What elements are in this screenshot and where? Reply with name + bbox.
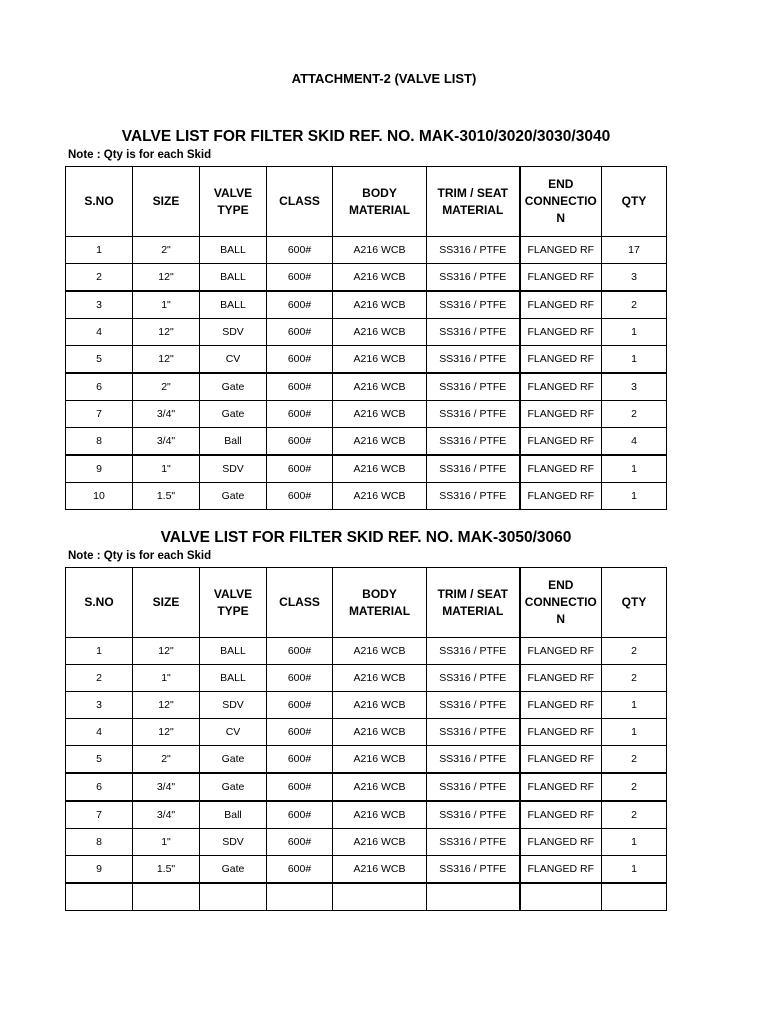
cell-sno: 3 — [66, 692, 133, 719]
cell-end-connection: FLANGED RF — [520, 428, 602, 456]
cell-trim-seat-material: SS316 / PTFE — [427, 801, 520, 829]
cell-sno: 6 — [66, 773, 133, 801]
table-row — [66, 319, 667, 346]
cell-size — [133, 883, 200, 911]
cell-end-connection: FLANGED RF — [520, 455, 602, 483]
cell-end-connection: FLANGED RF — [520, 638, 602, 665]
cell-sno: 7 — [66, 801, 133, 829]
table-2-title: VALVE LIST FOR FILTER SKID REF. NO. MAK-3050/3060 — [160, 529, 572, 546]
cell-trim-seat-material: SS316 / PTFE — [427, 746, 520, 774]
cell-valve-type: Gate — [200, 746, 267, 774]
cell-class: 600# — [267, 291, 333, 319]
table-row — [66, 883, 667, 911]
cell-class: 600# — [267, 719, 333, 746]
cell-body-material: A216 WCB — [333, 401, 427, 428]
col-header-class: CLASS — [267, 167, 333, 237]
cell-size: 1" — [133, 455, 200, 483]
cell-trim-seat-material: SS316 / PTFE — [427, 856, 520, 884]
cell-sno — [66, 883, 133, 911]
cell-sno: 8 — [66, 428, 133, 456]
attachment-title: ATTACHMENT-2 (VALVE LIST) — [291, 71, 477, 86]
cell-body-material: A216 WCB — [333, 455, 427, 483]
cell-qty: 1 — [602, 483, 667, 510]
table-row — [66, 291, 667, 319]
table-row — [66, 665, 667, 692]
cell-qty — [602, 883, 667, 911]
table-row — [66, 428, 667, 456]
cell-size: 12" — [133, 346, 200, 374]
cell-valve-type: BALL — [200, 638, 267, 665]
cell-body-material: A216 WCB — [333, 856, 427, 884]
cell-class: 600# — [267, 319, 333, 346]
cell-valve-type: SDV — [200, 319, 267, 346]
cell-class: 600# — [267, 638, 333, 665]
table-row — [66, 455, 667, 483]
cell-class: 600# — [267, 346, 333, 374]
cell-qty: 2 — [602, 746, 667, 774]
cell-body-material — [333, 883, 427, 911]
col-header-body-material: BODY MATERIAL — [333, 568, 427, 638]
table-row — [66, 829, 667, 856]
cell-trim-seat-material: SS316 / PTFE — [427, 638, 520, 665]
table-row — [66, 237, 667, 264]
col-header-valve-type: VALVE TYPE — [200, 167, 267, 237]
cell-class: 600# — [267, 665, 333, 692]
cell-qty: 3 — [602, 264, 667, 292]
cell-size: 3/4" — [133, 401, 200, 428]
col-header-trim-seat-material: TRIM / SEAT MATERIAL — [427, 568, 520, 638]
cell-valve-type: Ball — [200, 801, 267, 829]
cell-end-connection: FLANGED RF — [520, 237, 602, 264]
cell-qty: 1 — [602, 829, 667, 856]
cell-sno: 6 — [66, 373, 133, 401]
cell-sno: 9 — [66, 455, 133, 483]
cell-size: 12" — [133, 264, 200, 292]
col-header-sno: S.NO — [66, 568, 133, 638]
cell-size: 1.5" — [133, 856, 200, 884]
cell-qty: 2 — [602, 291, 667, 319]
cell-valve-type: SDV — [200, 692, 267, 719]
cell-trim-seat-material: SS316 / PTFE — [427, 291, 520, 319]
table-header-row — [66, 568, 667, 638]
cell-qty: 2 — [602, 665, 667, 692]
cell-end-connection: FLANGED RF — [520, 346, 602, 374]
table-row — [66, 801, 667, 829]
cell-end-connection: FLANGED RF — [520, 856, 602, 884]
cell-size: 1" — [133, 291, 200, 319]
cell-qty: 4 — [602, 428, 667, 456]
cell-size: 12" — [133, 719, 200, 746]
cell-sno: 5 — [66, 746, 133, 774]
table-row — [66, 373, 667, 401]
col-header-valve-type: VALVE TYPE — [200, 568, 267, 638]
cell-qty: 17 — [602, 237, 667, 264]
table-1-title: VALVE LIST FOR FILTER SKID REF. NO. MAK-3010/3020/3030/3040 — [121, 128, 611, 145]
cell-body-material: A216 WCB — [333, 773, 427, 801]
table-row — [66, 401, 667, 428]
table-row — [66, 856, 667, 884]
cell-trim-seat-material: SS316 / PTFE — [427, 665, 520, 692]
cell-body-material: A216 WCB — [333, 746, 427, 774]
cell-class: 600# — [267, 401, 333, 428]
col-header-class: CLASS — [267, 568, 333, 638]
cell-sno: 2 — [66, 665, 133, 692]
cell-sno: 5 — [66, 346, 133, 374]
cell-valve-type: BALL — [200, 264, 267, 292]
cell-sno: 1 — [66, 638, 133, 665]
col-header-end-connection: END CONNECTIO N — [520, 167, 602, 237]
cell-trim-seat-material: SS316 / PTFE — [427, 264, 520, 292]
cell-end-connection: FLANGED RF — [520, 719, 602, 746]
cell-valve-type: SDV — [200, 829, 267, 856]
cell-size: 2" — [133, 746, 200, 774]
cell-body-material: A216 WCB — [333, 719, 427, 746]
cell-end-connection: FLANGED RF — [520, 373, 602, 401]
table-row — [66, 638, 667, 665]
table-row — [66, 692, 667, 719]
cell-valve-type: Gate — [200, 401, 267, 428]
cell-trim-seat-material: SS316 / PTFE — [427, 719, 520, 746]
cell-qty: 1 — [602, 719, 667, 746]
table-header-row — [66, 167, 667, 237]
cell-size: 2" — [133, 237, 200, 264]
cell-sno: 1 — [66, 237, 133, 264]
cell-trim-seat-material: SS316 / PTFE — [427, 237, 520, 264]
cell-trim-seat-material: SS316 / PTFE — [427, 455, 520, 483]
cell-valve-type: Gate — [200, 483, 267, 510]
cell-trim-seat-material: SS316 / PTFE — [427, 373, 520, 401]
cell-trim-seat-material: SS316 / PTFE — [427, 829, 520, 856]
cell-valve-type: Gate — [200, 773, 267, 801]
table-row — [66, 746, 667, 774]
cell-size: 12" — [133, 638, 200, 665]
cell-size: 12" — [133, 692, 200, 719]
cell-body-material: A216 WCB — [333, 829, 427, 856]
cell-size: 1" — [133, 665, 200, 692]
cell-valve-type: Ball — [200, 428, 267, 456]
table-1-note: Note : Qty is for each Skid — [68, 149, 212, 161]
cell-valve-type: Gate — [200, 856, 267, 884]
cell-class: 600# — [267, 746, 333, 774]
cell-valve-type: Gate — [200, 373, 267, 401]
col-header-sno: S.NO — [66, 167, 133, 237]
cell-end-connection: FLANGED RF — [520, 829, 602, 856]
cell-end-connection — [520, 883, 602, 911]
cell-class: 600# — [267, 373, 333, 401]
table-row — [66, 483, 667, 510]
cell-valve-type: SDV — [200, 455, 267, 483]
cell-trim-seat-material — [427, 883, 520, 911]
cell-valve-type: BALL — [200, 237, 267, 264]
cell-trim-seat-material: SS316 / PTFE — [427, 346, 520, 374]
cell-trim-seat-material: SS316 / PTFE — [427, 692, 520, 719]
cell-qty: 1 — [602, 455, 667, 483]
cell-end-connection: FLANGED RF — [520, 291, 602, 319]
cell-sno: 4 — [66, 719, 133, 746]
cell-trim-seat-material: SS316 / PTFE — [427, 401, 520, 428]
cell-body-material: A216 WCB — [333, 692, 427, 719]
cell-size: 3/4" — [133, 428, 200, 456]
cell-end-connection: FLANGED RF — [520, 401, 602, 428]
cell-end-connection: FLANGED RF — [520, 692, 602, 719]
cell-class: 600# — [267, 483, 333, 510]
cell-size: 1.5" — [133, 483, 200, 510]
cell-body-material: A216 WCB — [333, 665, 427, 692]
cell-qty: 2 — [602, 638, 667, 665]
cell-end-connection: FLANGED RF — [520, 773, 602, 801]
cell-class: 600# — [267, 455, 333, 483]
cell-qty: 1 — [602, 856, 667, 884]
cell-sno: 10 — [66, 483, 133, 510]
cell-qty: 2 — [602, 773, 667, 801]
cell-body-material: A216 WCB — [333, 319, 427, 346]
cell-qty: 2 — [602, 801, 667, 829]
cell-end-connection: FLANGED RF — [520, 319, 602, 346]
col-header-trim-seat-material: TRIM / SEAT MATERIAL — [427, 167, 520, 237]
cell-trim-seat-material: SS316 / PTFE — [427, 428, 520, 456]
cell-sno: 8 — [66, 829, 133, 856]
cell-sno: 4 — [66, 319, 133, 346]
cell-body-material: A216 WCB — [333, 346, 427, 374]
table-row — [66, 346, 667, 374]
cell-valve-type — [200, 883, 267, 911]
cell-size: 2" — [133, 373, 200, 401]
cell-qty: 2 — [602, 401, 667, 428]
cell-sno: 7 — [66, 401, 133, 428]
cell-qty: 1 — [602, 346, 667, 374]
cell-class: 600# — [267, 237, 333, 264]
cell-body-material: A216 WCB — [333, 428, 427, 456]
cell-sno: 2 — [66, 264, 133, 292]
cell-body-material: A216 WCB — [333, 373, 427, 401]
cell-valve-type: BALL — [200, 665, 267, 692]
cell-trim-seat-material: SS316 / PTFE — [427, 773, 520, 801]
cell-end-connection: FLANGED RF — [520, 483, 602, 510]
cell-class: 600# — [267, 829, 333, 856]
cell-qty: 1 — [602, 319, 667, 346]
cell-body-material: A216 WCB — [333, 638, 427, 665]
cell-end-connection: FLANGED RF — [520, 746, 602, 774]
cell-end-connection: FLANGED RF — [520, 801, 602, 829]
cell-class: 600# — [267, 692, 333, 719]
valve-table-1 — [65, 166, 667, 510]
cell-valve-type: CV — [200, 346, 267, 374]
cell-size: 3/4" — [133, 801, 200, 829]
cell-class: 600# — [267, 856, 333, 884]
col-header-size: SIZE — [133, 568, 200, 638]
cell-size: 1" — [133, 829, 200, 856]
cell-qty: 3 — [602, 373, 667, 401]
cell-class: 600# — [267, 264, 333, 292]
cell-sno: 9 — [66, 856, 133, 884]
valve-table-2 — [65, 567, 667, 911]
cell-class: 600# — [267, 428, 333, 456]
table-row — [66, 264, 667, 292]
cell-size: 3/4" — [133, 773, 200, 801]
cell-size: 12" — [133, 319, 200, 346]
cell-trim-seat-material: SS316 / PTFE — [427, 483, 520, 510]
cell-class: 600# — [267, 801, 333, 829]
cell-end-connection: FLANGED RF — [520, 264, 602, 292]
cell-body-material: A216 WCB — [333, 801, 427, 829]
cell-valve-type: CV — [200, 719, 267, 746]
col-header-qty: QTY — [602, 568, 667, 638]
cell-body-material: A216 WCB — [333, 237, 427, 264]
cell-valve-type: BALL — [200, 291, 267, 319]
col-header-size: SIZE — [133, 167, 200, 237]
cell-body-material: A216 WCB — [333, 264, 427, 292]
cell-class: 600# — [267, 773, 333, 801]
cell-end-connection: FLANGED RF — [520, 665, 602, 692]
col-header-end-connection: END CONNECTIO N — [520, 568, 602, 638]
cell-body-material: A216 WCB — [333, 291, 427, 319]
cell-qty: 1 — [602, 692, 667, 719]
cell-sno: 3 — [66, 291, 133, 319]
col-header-body-material: BODY MATERIAL — [333, 167, 427, 237]
cell-class — [267, 883, 333, 911]
table-row — [66, 773, 667, 801]
table-row — [66, 719, 667, 746]
table-2-note: Note : Qty is for each Skid — [68, 550, 212, 562]
col-header-qty: QTY — [602, 167, 667, 237]
cell-trim-seat-material: SS316 / PTFE — [427, 319, 520, 346]
cell-body-material: A216 WCB — [333, 483, 427, 510]
